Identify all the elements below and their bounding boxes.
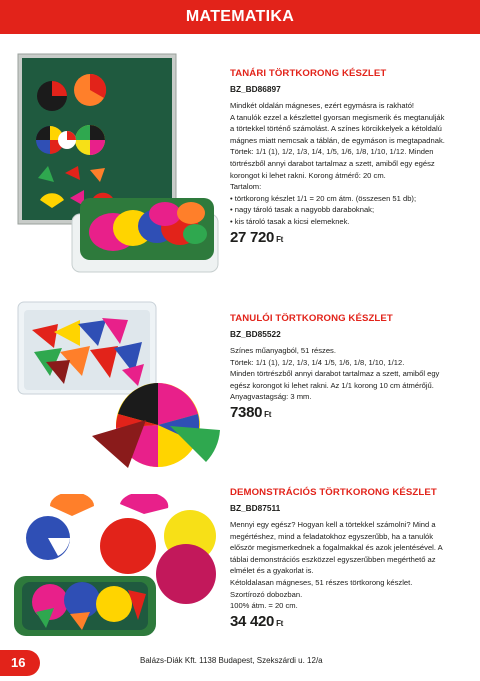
product-title: TANULÓI TÖRTKORONG KÉSZLET xyxy=(230,313,393,324)
product-title: TANÁRI TÖRTKORONG KÉSZLET xyxy=(230,68,387,79)
description-line: Színes műanyagból, 51 részes. xyxy=(230,346,336,355)
product-code: BZ_BD85522 xyxy=(230,329,281,339)
product-info-teacher-set xyxy=(230,67,470,249)
description-line: Anyagvastagság: 3 mm. xyxy=(230,392,312,402)
product-description xyxy=(230,519,470,612)
description-line: Tartalom: xyxy=(230,182,262,192)
page-number: 16 xyxy=(0,650,40,676)
product-info-demonstration-set xyxy=(230,486,470,633)
description-line: törtrészből annyi darabot tartalmaz a szett, amiből egy egész xyxy=(230,158,435,168)
section-header xyxy=(0,0,480,34)
description-line: • kis tároló tasak a kicsi elemeknek. xyxy=(230,216,350,226)
product-image-student-set xyxy=(10,290,225,475)
description-line: megértéshez, mind a feladatokhoz egyszerűbb, ha a tanulók xyxy=(230,531,434,541)
description-line: korongot ki lehet rakni. Korong átmérő: 20 cm. xyxy=(230,170,386,180)
description-line: Mindkét oldalán mágneses, ezért egymásra is rakható! xyxy=(230,101,415,110)
product-image-demonstration-set xyxy=(10,494,225,642)
product-description xyxy=(230,100,470,228)
product-code: BZ_BD86897 xyxy=(230,84,281,94)
description-line: A tanulók ezzel a készlettel gyorsan megismerik és megtanulják xyxy=(230,112,445,122)
description-line: a törtekkel történő számolást. A színes körcikkelyek a kétoldalú xyxy=(230,124,442,134)
product-description xyxy=(230,345,470,403)
description-line: elmélet és a gyakorlat is. xyxy=(230,566,314,576)
product-price xyxy=(230,229,470,249)
section-title: MATEMATIKA xyxy=(185,8,295,25)
description-line: táblai demonstrációs eszközzel egyszerűbben megérthető az xyxy=(230,554,436,564)
description-line: Törtek: 1/1 (1), 1/2, 1/3, 1/4, 1/5, 1/6, 1/8, 1/10, 1/12. Minden xyxy=(230,147,434,157)
description-line: először megismerkednek a fogalmakkal és azok jelentésével. A xyxy=(230,543,443,553)
description-line: Minden törtrészből annyi darabot tartalmaz a szett, amiből egy xyxy=(230,369,440,379)
publisher-address: Balázs-Diák Kft. 1138 Budapest, Szekszárdi u. 12/a xyxy=(140,656,323,665)
description-line: Szortírozó dobozban. xyxy=(230,589,303,599)
product-info-student-set xyxy=(230,312,470,424)
product-price xyxy=(230,404,470,424)
description-line: 100% átm. = 20 cm. xyxy=(230,601,298,611)
description-line: Kétoldalasan mágneses, 51 részes törtkorong készlet. xyxy=(230,577,413,587)
product-title: DEMONSTRÁCIÓS TÖRTKORONG KÉSZLET xyxy=(230,487,437,498)
price-currency: Ft xyxy=(264,409,272,419)
description-line: egész korongot ki lehet rakni. Az 1/1 korong 10 cm átmérőjű. xyxy=(230,380,434,390)
product-code: BZ_BD87511 xyxy=(230,503,281,513)
product-price xyxy=(230,613,470,633)
price-currency: Ft xyxy=(276,618,284,628)
price-currency: Ft xyxy=(276,234,284,244)
description-line: Törtek: 1/1 (1), 1/2, 1/3, 1/4 1/5, 1/6, 1/8, 1/10, 1/12. xyxy=(230,357,405,367)
price-value: 34 420 xyxy=(230,612,275,630)
description-line: • nagy tároló tasak a nagyobb daraboknak; xyxy=(230,205,375,215)
description-line: Mennyi egy egész? Hogyan kell a törtekkel számolni? Mind a xyxy=(230,520,436,529)
description-line: mágnes miatt nemcsak a táblán, de egymáson is megtapadnak. xyxy=(230,135,445,145)
price-value: 7380 xyxy=(230,403,263,421)
page-footer xyxy=(0,648,480,681)
description-line: • törtkorong készlet 1/1 = 20 cm átm. (összesen 51 db); xyxy=(230,193,417,203)
product-image-teacher-set xyxy=(10,48,225,280)
price-value: 27 720 xyxy=(230,228,275,246)
